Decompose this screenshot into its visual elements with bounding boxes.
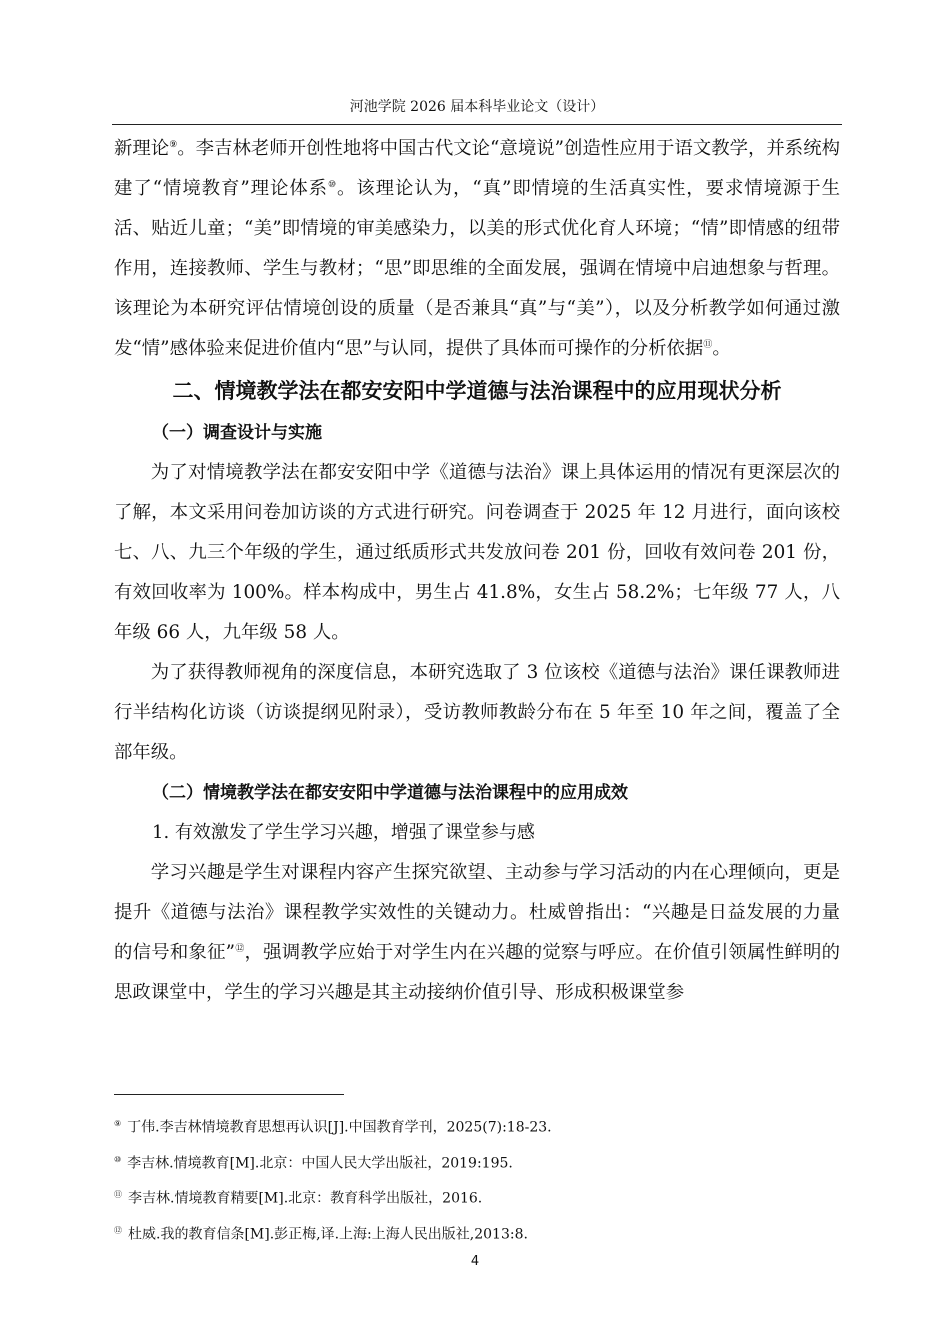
footnote-ref[interactable]: ⑩ xyxy=(327,179,337,190)
footnote-item xyxy=(114,1215,840,1251)
footnote-ref[interactable]: ⑪ xyxy=(703,339,713,350)
section-heading: 二、情境教学法在都安安阳中学道德与法治课程中的应用现状分析 xyxy=(172,379,782,403)
paragraph-survey: 为了对情境教学法在都安安阳中学《道德与法治》课上具体运用的情况有更深层次的了解，本文采用问卷加访谈的方式进行研究。问卷调查于 2025 年 12 月进行，面向该校七、八、九三个年级的学生，通过纸质形式共发放问卷 201 份，回收有效问卷 201 份，有效回收率为 100%。样本构成中，男生占 41.8%，女生占 58.2%；七年级 77 人，八年级 66 人，九年级 58 人。 xyxy=(114,462,840,643)
header-rule xyxy=(112,124,842,125)
footnote-text: 丁伟.李吉林情境教育思想再认识[J].中国教育学刊，2025(7):18-23. xyxy=(127,1119,552,1136)
paragraph-interview: 为了获得教师视角的深度信息，本研究选取了 3 位该校《道德与法治》课任课教师进行半结构化访谈（访谈提纲见附录），受访教师教龄分布在 5 年至 10 年之间，覆盖了全部年级。 xyxy=(114,662,840,763)
footnote-item xyxy=(114,1144,840,1180)
footnote-ref[interactable]: ⑨ xyxy=(169,139,178,150)
text-run: 。 xyxy=(712,338,731,359)
footnote-mark: ⑨ xyxy=(114,1119,122,1128)
footnote-text: 杜威.我的教育信条[M].彭正梅,译.上海:上海人民出版社,2013:8. xyxy=(128,1226,528,1243)
footnote-mark: ⑪ xyxy=(114,1190,122,1200)
text-run: 新理论 xyxy=(114,138,170,159)
footnote-item xyxy=(114,1108,840,1144)
subsection-heading-survey: （一）调查设计与实施 xyxy=(152,423,322,443)
footnote-text: 李吉林.情境教育精要[M].北京：教育科学出版社，2016. xyxy=(128,1190,483,1207)
paragraph-interest xyxy=(114,853,840,1013)
running-header: 河池学院 2026 届本科毕业论文（设计） xyxy=(349,99,605,115)
text-run: ，强调教学应始于对学生内在兴趣的觉察与呼应。在价值引领属性鲜明的思政课堂中，学生的学习兴趣是其主动接纳价值引导、形成积极课堂参 xyxy=(114,942,840,1003)
subsection-heading-effects: （二）情境教学法在都安安阳中学道德与法治课程中的应用成效 xyxy=(152,783,628,803)
text-run: 。李吉林老师开创性地将中国古代文论“意境说”创造性应用于语文教学，并系统构建了“情境教育”理论体系 xyxy=(114,138,840,199)
footnote-ref[interactable]: ⑫ xyxy=(235,943,245,954)
text-run: 。该理论认为，“真”即情境的生活真实性，要求情境源于生活、贴近儿童；“美”即情境的审美感染力，以美的形式优化育人环境；“情”即情感的纽带作用，连接教师、学生与教材；“思”即思维的全面发展，强调在情境中启迪想象与哲理。该理论为本研究评估情境创设的质量（是否兼具“真”与“美”），以及分析教学如何通过激发“情”感体验来促进价值内“思”与认同，提供了具体而可操作的分析依据 xyxy=(114,178,840,359)
footnote-rule xyxy=(114,1094,344,1095)
body-text xyxy=(114,129,840,1013)
footnote-text: 李吉林.情境教育[M].北京：中国人民大学出版社，2019:195. xyxy=(127,1155,513,1172)
numbered-item-1: 1. 有效激发了学生学习兴趣，增强了课堂参与感 xyxy=(152,822,535,843)
page-number: 4 xyxy=(470,1254,480,1269)
footnote-mark: ⑩ xyxy=(114,1154,122,1164)
text-run: 学习兴趣是学生对课程内容产生探究欲望、主动参与学习活动的内在心理倾向，更是提升《道德与法治》课程教学实效性的关键动力。杜威曾指出：“兴趣是日益发展的力量的信号和象征” xyxy=(114,862,840,963)
footnote-item xyxy=(114,1179,840,1215)
footnote-mark: ⑫ xyxy=(114,1225,122,1235)
footnotes xyxy=(114,1108,840,1251)
paragraph-theory xyxy=(114,129,840,369)
